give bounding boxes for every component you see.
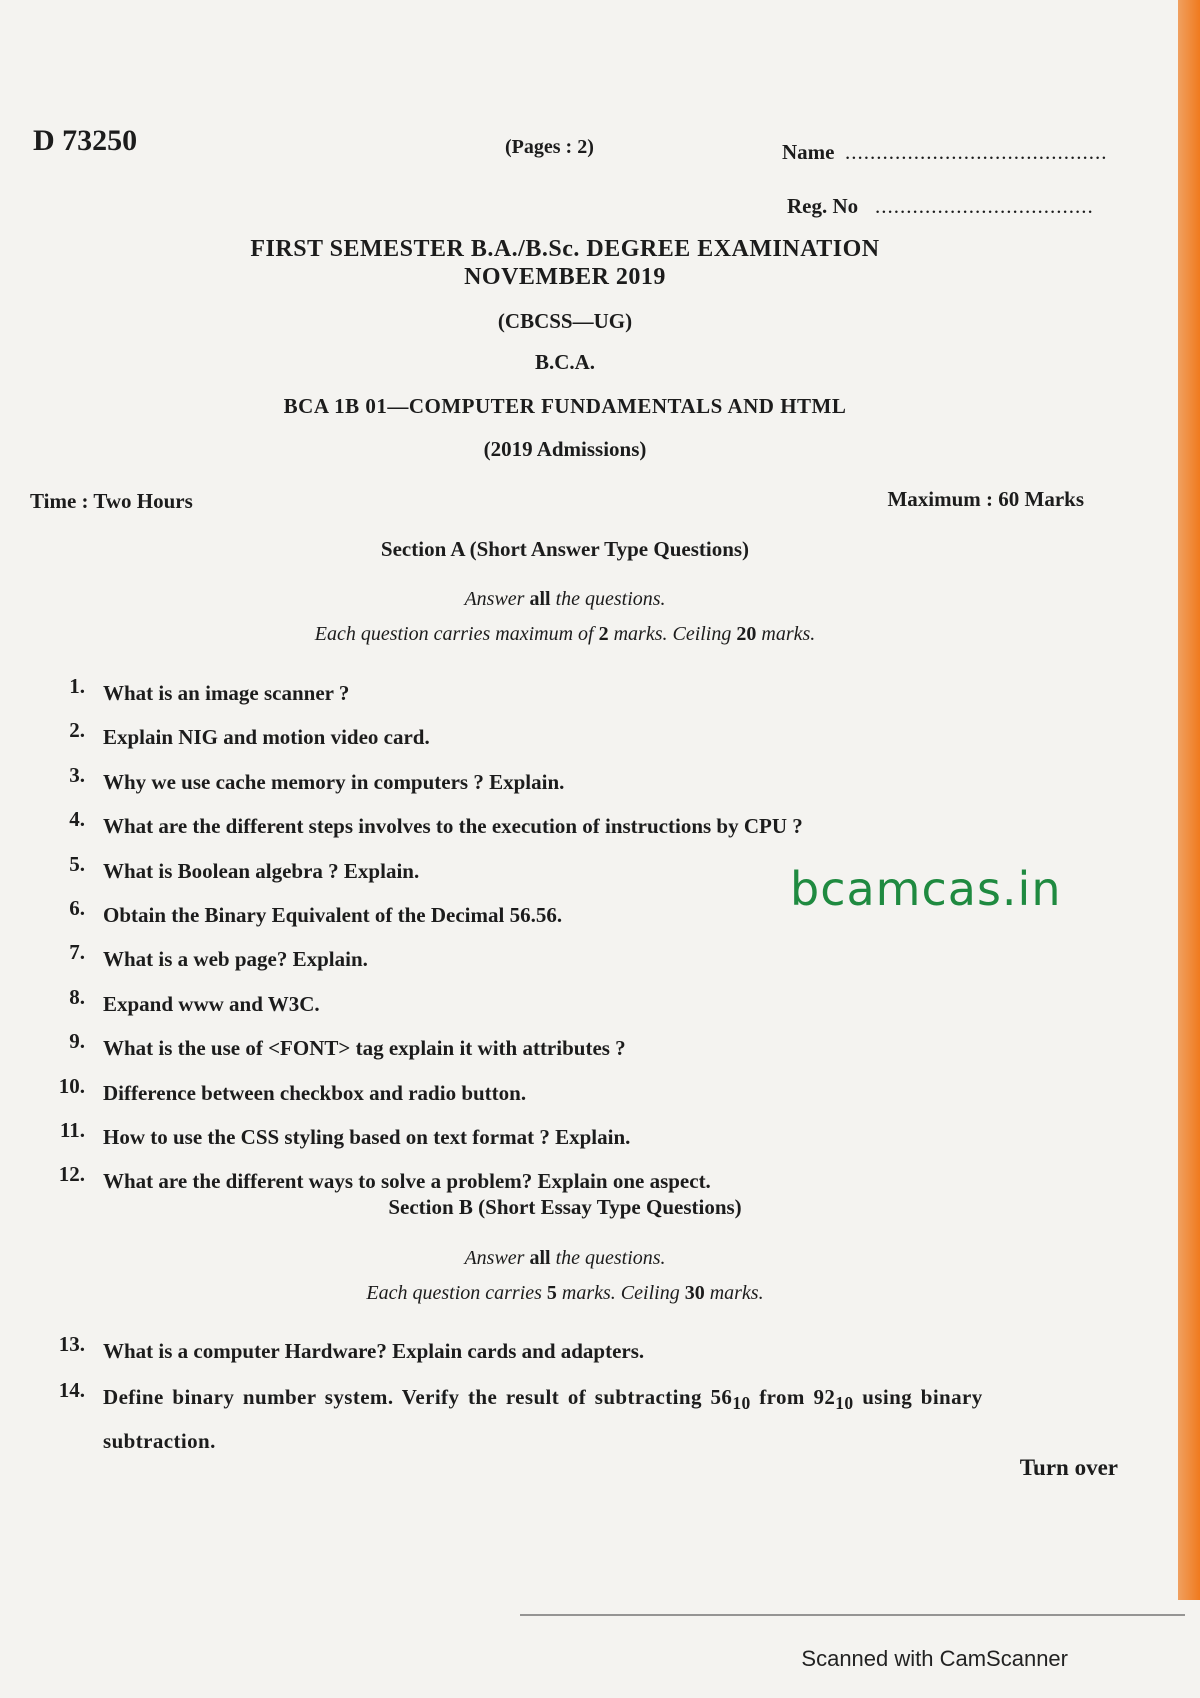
question-text: What is a computer Hardware? Explain cards and adapters. (103, 1339, 645, 1363)
question-text: What are the different ways to solve a problem? Explain one aspect. (103, 1169, 711, 1194)
turn-over-note: Turn over (1019, 1455, 1118, 1480)
question-number: 14. (58, 1378, 85, 1402)
question-number: 11. (59, 1118, 85, 1142)
question-text: Expand www and W3C. (103, 991, 320, 1016)
scan-edge-strip (1178, 0, 1200, 1600)
question-number: 4. (69, 807, 85, 832)
question-text: What is the use of <FONT> tag explain it with attributes ? (103, 1036, 626, 1061)
page-bottom-rule (520, 1614, 1185, 1616)
reg-no-field: ................................... (875, 194, 1094, 218)
name-field: .......................................... (845, 140, 1108, 164)
course-name: B.C.A. (534, 350, 596, 374)
question-number: 3. (69, 762, 85, 787)
question-text: Why we use cache memory in computers ? Explain. (103, 769, 565, 794)
question-text: Explain NIG and motion video card. (103, 725, 430, 750)
paper-title: BCA 1B 01—COMPUTER FUNDAMENTALS AND HTML (283, 394, 847, 418)
question-number: 8. (69, 984, 85, 1009)
scanner-footer: Scanned with CamScanner (801, 1646, 1068, 1671)
watermark-stamp: bcamcas.in (790, 862, 1062, 916)
question-number: 5. (69, 851, 85, 876)
section-b-instruction-1: Answer all the questions. (464, 1247, 666, 1269)
paper-code: D 73250 (33, 124, 138, 157)
question-number: 10. (58, 1073, 85, 1098)
question-number: 7. (69, 940, 85, 965)
question-text: What is Boolean algebra ? Explain. (103, 858, 420, 883)
exam-title: FIRST SEMESTER B.A./B.Sc. DEGREE EXAMINATION (250, 236, 880, 262)
question-text: What are the different steps involves to the execution of instructions by CPU ? (103, 814, 803, 839)
scheme: (CBCSS—UG) (497, 309, 633, 333)
section-a-instruction-1: Answer all the questions. (464, 588, 666, 610)
section-b-heading: Section B (Short Essay Type Questions) (388, 1195, 742, 1219)
time-allowed: Time : Two Hours (30, 489, 193, 513)
page-count: (Pages : 2) (505, 136, 594, 158)
exam-date: NOVEMBER 2019 (464, 264, 666, 290)
section-a-heading: Section A (Short Answer Type Questions) (380, 537, 750, 561)
question-text: What is an image scanner ? (103, 681, 350, 705)
question-number: 6. (69, 896, 85, 920)
reg-no-label: Reg. No (787, 194, 859, 218)
question-text: How to use the CSS styling based on text format ? Explain. (103, 1125, 631, 1149)
question-text: Obtain the Binary Equivalent of the Decimal 56.56. (103, 903, 563, 927)
question-text: What is a web page? Explain. (103, 947, 368, 972)
question-text: Define binary number system. Verify the result of subtracting $56_{10}$ from $92_{10}$ using binary subtraction. (103, 1385, 983, 1454)
maximum-marks: Maximum : 60 Marks (887, 487, 1084, 511)
section-a-instruction-2: Each question carries maximum of 2 marks. Ceiling 20 marks. (314, 623, 816, 645)
question-number: 12. (58, 1162, 85, 1187)
name-label: Name (782, 140, 835, 164)
question-number: 13. (58, 1332, 85, 1356)
question-number: 9. (69, 1029, 85, 1054)
question-number: 1. (69, 674, 85, 698)
question-number: 2. (69, 718, 85, 743)
section-b-instruction-2: Each question carries 5 marks. Ceiling 30 marks. (366, 1282, 764, 1304)
admissions-year: (2019 Admissions) (483, 437, 647, 461)
question-text: Difference between checkbox and radio button. (103, 1080, 527, 1105)
